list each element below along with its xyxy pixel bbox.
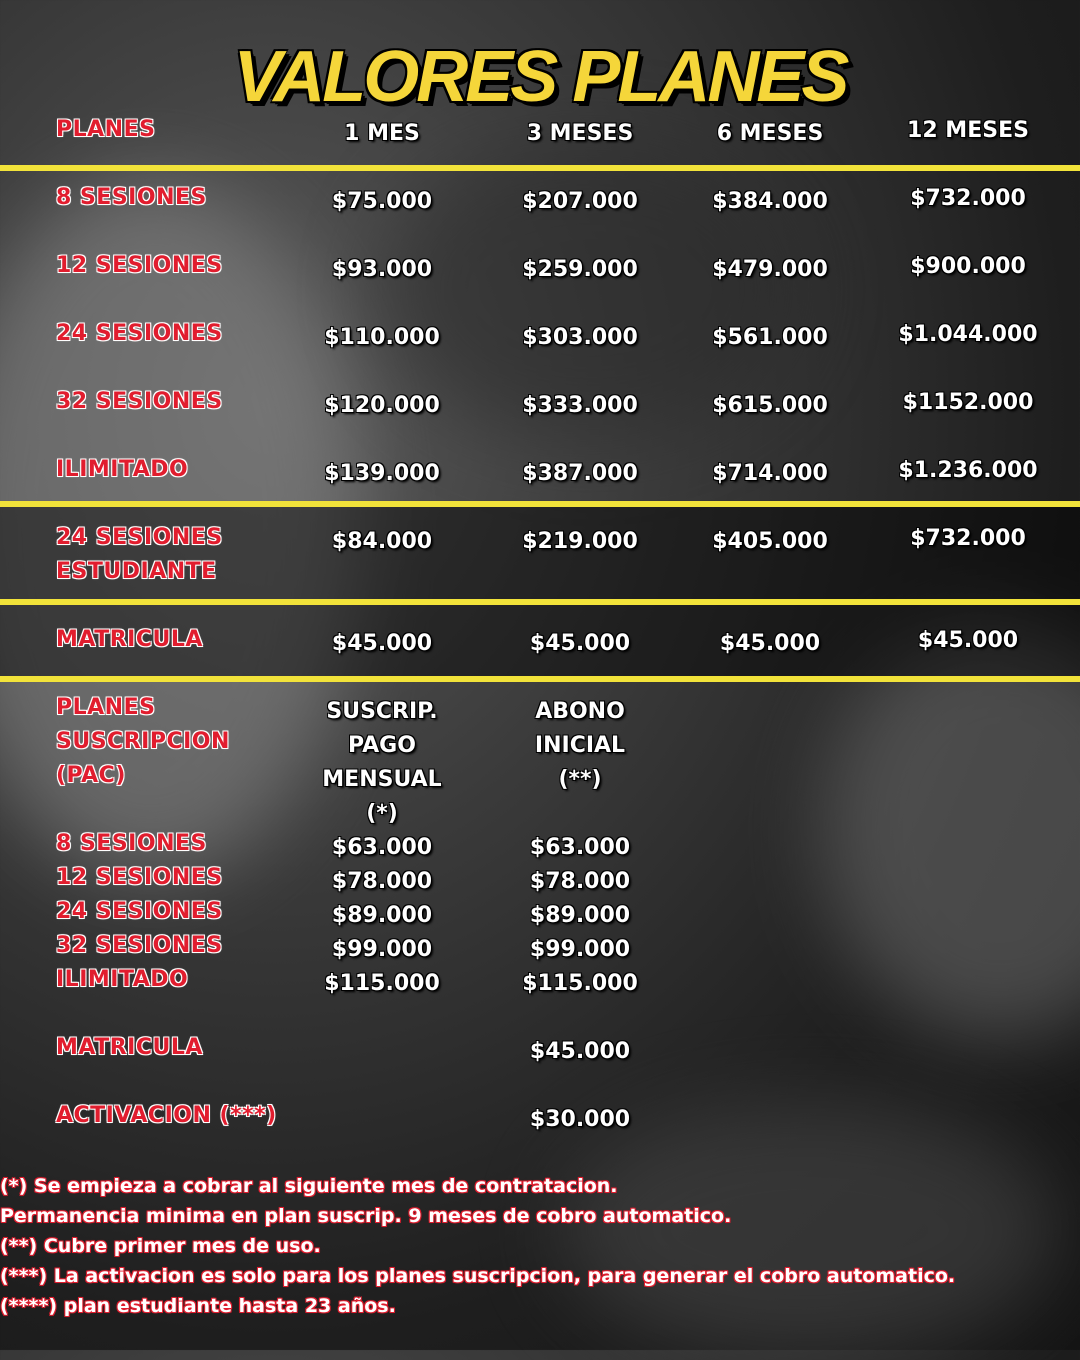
price-cell: $115.000 <box>522 971 638 996</box>
price-cell: $561.000 <box>712 325 828 350</box>
price-cell: $259.000 <box>522 257 638 282</box>
price-cell: $732.000 <box>910 186 1026 211</box>
divider <box>0 676 1080 682</box>
price-cell: $405.000 <box>712 529 828 554</box>
divider <box>0 165 1080 171</box>
price-cell: $99.000 <box>331 937 433 962</box>
price-cell: $63.000 <box>529 835 631 860</box>
column-header: 12 MESES <box>907 118 1029 143</box>
price-cell: $45.000 <box>529 1039 631 1064</box>
footnote: Permanencia minima en plan suscrip. 9 meses de cobro automatico. <box>0 1205 732 1227</box>
price-cell: $303.000 <box>522 325 638 350</box>
price-cell: $207.000 <box>522 189 638 214</box>
row-label: 8 SESIONES <box>56 831 207 856</box>
row-label: 12 SESIONES <box>56 865 223 890</box>
price-cell: $89.000 <box>331 903 433 928</box>
row-label: MATRICULA <box>56 1035 203 1060</box>
price-cell: $45.000 <box>719 631 821 656</box>
price-cell: $93.000 <box>331 257 433 282</box>
column-header: INICIAL <box>534 733 626 758</box>
column-header: MENSUAL <box>322 767 442 792</box>
price-cell: $732.000 <box>910 526 1026 551</box>
section-label: PLANES <box>56 695 156 720</box>
price-cell: $1152.000 <box>902 390 1034 415</box>
row-label: 12 SESIONES <box>56 253 223 278</box>
price-cell: $63.000 <box>331 835 433 860</box>
price-cell: $219.000 <box>522 529 638 554</box>
column-header: ABONO <box>535 699 625 724</box>
price-cell: $1.044.000 <box>898 322 1038 347</box>
background-blur <box>820 620 1080 1040</box>
column-header: (**) <box>558 767 602 792</box>
column-header: 1 MES <box>344 121 420 146</box>
price-cell: $45.000 <box>529 631 631 656</box>
price-cell: $479.000 <box>712 257 828 282</box>
price-cell: $75.000 <box>331 189 433 214</box>
background-blur <box>560 1100 1060 1360</box>
row-label: 24 SESIONES <box>56 321 223 346</box>
section-label: SUSCRIPCION <box>56 729 230 754</box>
header-label: PLANES <box>56 117 156 142</box>
price-cell: $45.000 <box>917 628 1019 653</box>
footnote: (****) plan estudiante hasta 23 años. <box>0 1295 396 1317</box>
price-cell: $89.000 <box>529 903 631 928</box>
price-cell: $30.000 <box>529 1107 631 1132</box>
row-label: MATRICULA <box>56 627 203 652</box>
column-header: 6 MESES <box>716 121 824 146</box>
footnote: (***) La activacion es solo para los planes suscripcion, para generar el cobro automatico. <box>0 1265 956 1287</box>
price-cell: $110.000 <box>324 325 440 350</box>
row-label: ACTIVACION (***) <box>56 1103 277 1128</box>
footnote: (**) Cubre primer mes de uso. <box>0 1235 321 1257</box>
row-label: 32 SESIONES <box>56 933 223 958</box>
column-header: SUSCRIP. <box>326 699 438 724</box>
price-cell: $45.000 <box>331 631 433 656</box>
price-cell: $84.000 <box>331 529 433 554</box>
price-cell: $78.000 <box>529 869 631 894</box>
price-cell: $384.000 <box>712 189 828 214</box>
footnote: (*) Se empieza a cobrar al siguiente mes de contratacion. <box>0 1175 618 1197</box>
row-label: ILIMITADO <box>56 457 189 482</box>
row-label: 24 SESIONES <box>56 899 223 924</box>
column-header: PAGO <box>348 733 416 758</box>
price-cell: $900.000 <box>910 254 1026 279</box>
column-header: (*) <box>366 801 398 826</box>
row-label: ESTUDIANTE <box>56 559 217 584</box>
row-label: 8 SESIONES <box>56 185 207 210</box>
price-cell: $615.000 <box>712 393 828 418</box>
price-cell: $1.236.000 <box>898 458 1038 483</box>
column-header: 3 MESES <box>526 121 634 146</box>
price-cell: $387.000 <box>522 461 638 486</box>
price-cell: $714.000 <box>712 461 828 486</box>
price-cell: $115.000 <box>324 971 440 996</box>
row-label: ILIMITADO <box>56 967 189 992</box>
price-cell: $78.000 <box>331 869 433 894</box>
price-cell: $333.000 <box>522 393 638 418</box>
price-cell: $120.000 <box>324 393 440 418</box>
price-cell: $139.000 <box>324 461 440 486</box>
price-cell: $99.000 <box>529 937 631 962</box>
section-label: (PAC) <box>56 763 126 788</box>
page-title: VALORES PLANES <box>233 37 847 117</box>
row-label: 32 SESIONES <box>56 389 223 414</box>
row-label: 24 SESIONES <box>56 525 223 550</box>
